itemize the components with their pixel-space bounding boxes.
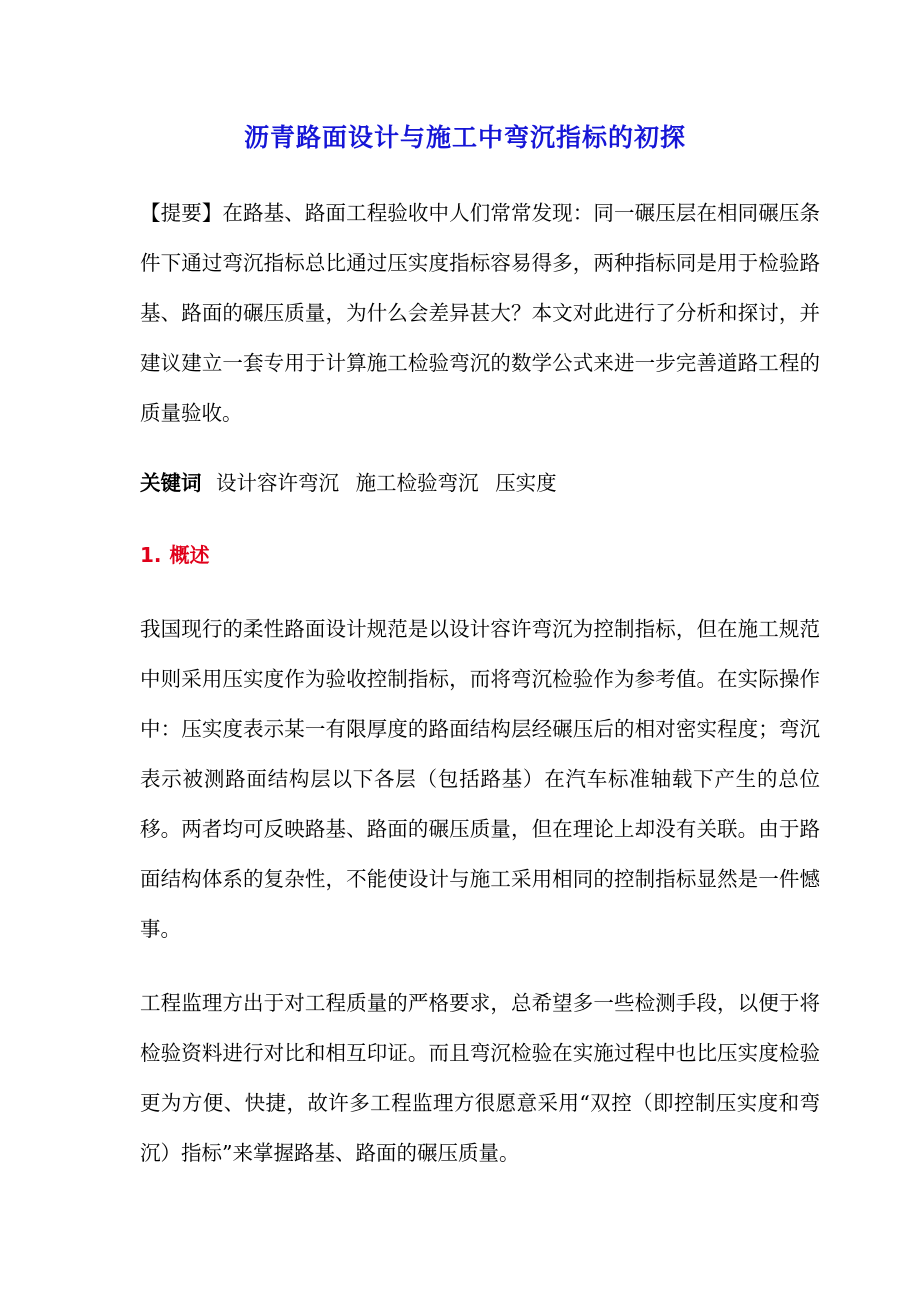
document-title: 沥青路面设计与施工中弯沉指标的初探	[243, 123, 686, 152]
body-paragraph: 工程监理方出于对工程质量的严格要求，总希望多一些检测手段，以便于将检验资料进行对比和相互印证。而且弯沉检验在实施过程中也比压实度检验更为方便、快捷，故许多工程监理方很愿意采用“双控（即控制压实度和弯沉）指标”来掌握路基、路面的碾压质量。	[140, 991, 820, 1165]
body-paragraph: 我国现行的柔性路面设计规范是以设计容许弯沉为控制指标，但在施工规范中则采用压实度作为验收控制指标，而将弯沉检验作为参考值。在实际操作中：压实度表示某一有限厚度的路面结构层经碾压后的相对密实程度；弯沉表示被测路面结构层以下各层（包括路基）在汽车标准轴载下产生的总位移。两者均可反映路基、路面的碾压质量，但在理论上却没有关联。由于路面结构体系的复杂性，不能使设计与施工采用相同的控制指标显然是一件憾事。	[140, 617, 820, 941]
keywords-line	[140, 458, 820, 508]
section-heading	[140, 530, 820, 580]
section-number: 1.	[140, 543, 162, 567]
keywords-label: 关键词	[140, 471, 202, 495]
keyword-item: 压实度	[495, 471, 557, 495]
keyword-item: 设计容许弯沉	[216, 471, 340, 495]
keyword-item: 施工检验弯沉	[355, 471, 479, 495]
section-title: 概述	[169, 543, 210, 567]
abstract-paragraph: 【提要】在路基、路面工程验收中人们常常发现：同一碾压层在相同碾压条件下通过弯沉指标总比通过压实度指标容易得多，两种指标同是用于检验路基、路面的碾压质量，为什么会差异甚大？本文对此进行了分析和探讨，并建议建立一套专用于计算施工检验弯沉的数学公式来进一步完善道路工程的质量验收。	[140, 201, 820, 425]
